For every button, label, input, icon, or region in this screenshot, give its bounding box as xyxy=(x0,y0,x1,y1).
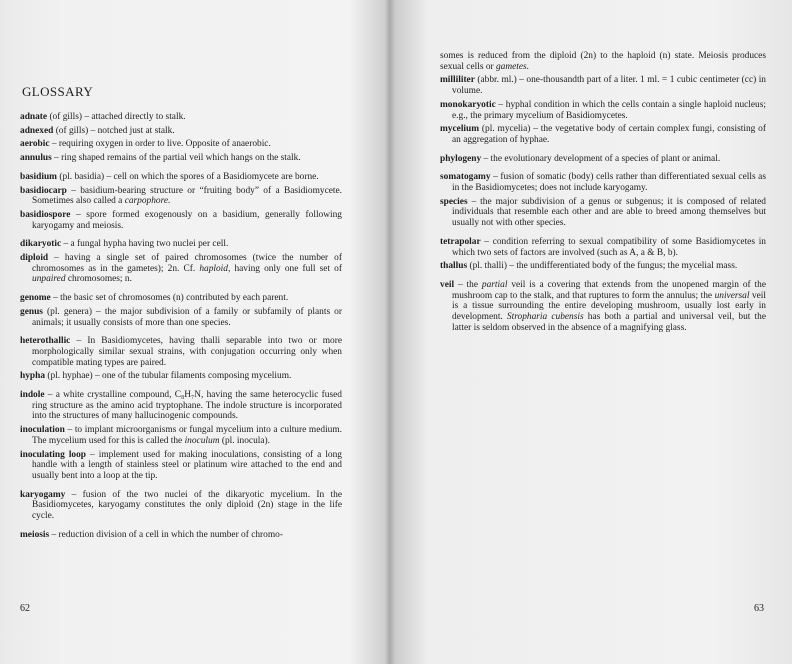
glossary-entry-monokaryotic: monokaryotic – hyphal condition in which the cells contain a single haploid nucleus; e.g., the primary mycelium of Basidiomycetes. xyxy=(440,99,766,121)
glossary-entry-phylogeny: phylogeny – the evolutionary development of a species of plant or animal. xyxy=(440,153,721,164)
right-page xyxy=(400,0,792,664)
glossary-entry-dikaryotic: dikaryotic – a fungal hypha having two nuclei per cell. xyxy=(20,239,229,250)
glossary-entry-genus: genus (pl. genera) – the major subdivision of a family or subfamily of plants or animals; it usually consists of more than one species. xyxy=(20,306,342,328)
glossary-entry-adnate: adnate (of gills) – attached directly to stalk. xyxy=(20,112,186,122)
glossary-entry-inoculating-loop: inoculating loop – implement used for making inoculations, consisting of a long handle with a length of stainless steel or platinum wire attached to the end and usually bent into a loop at the tip. xyxy=(20,449,342,481)
glossary-entry-milliliter: milliliter (abbr. ml.) – one-thousandth part of a liter. 1 ml. = 1 cubic centimeter (cc) in volume. xyxy=(440,75,766,97)
glossary-entry-heterothallic: heterothallic – In Basidiomycetes, having thalli separable into two or more morphologically similar sexual strains, with conjugation occurring only when compatible mating types are paired. xyxy=(20,336,342,368)
page-number-left: 62 xyxy=(20,603,30,614)
glossary-entry-adnexed: adnexed (of gills) – notched just at stalk. xyxy=(20,125,175,136)
meiosis-continuation: somes is reduced from the diploid (2n) to the haploid (n) state. Meiosis produces sexual cells or gametes. xyxy=(440,51,766,72)
glossary-entry-mycelium: mycelium (pl. mycelia) – the vegetative body of certain complex fungi, consisting of an aggregation of hyphae. xyxy=(440,124,766,145)
left-page xyxy=(0,0,390,664)
page-number-right: 63 xyxy=(754,603,764,614)
glossary-entry-somatogamy: somatogamy – fusion of somatic (body) cells rather than differentiated sexual cells as in the Basidiomycetes; does not include karyogamy. xyxy=(440,172,766,194)
glossary-entry-diploid: diploid – having a single set of paired chromosomes (twice the number of chromosomes as in the gametes); 2n. Cf. haploid, having only one full set of unpaired chromosomes; n. xyxy=(20,253,342,285)
glossary-entry-inoculation: inoculation – to implant microorganisms or fungal mycelium into a culture medium. The mycelium used for this is called the inoculum (pl. inocula). xyxy=(20,425,342,446)
glossary-entry-annulus: annulus – ring shaped remains of the partial veil which hangs on the stalk. xyxy=(20,153,301,164)
glossary-entry-veil: veil – the partial veil is a covering that extends from the unopened margin of the mushroom cap to the stalk, and that ruptures to form the annulus; the universal veil is a tissue surrounding the entire developing mushroom, usually lost early in development. Stropharia cubensis has both a partial and universal veil, but the latter is seldom observed in the absence of a magnifying glass. xyxy=(440,279,766,333)
left-entries xyxy=(20,112,342,544)
glossary-entry-basidiocarp: basidiocarp – basidium-bearing structure or “fruiting body” of a Basidiomycete. Sometimes also called a carpophore. xyxy=(20,185,342,207)
glossary-entry-thallus: thallus (pl. thalli) – the undifferentiated body of the fungus; the mycelial mass. xyxy=(440,261,738,272)
glossary-entry-genome: genome – the basic set of chromosomes (n) contributed by each parent. xyxy=(20,293,289,304)
glossary-entry-hypha: hypha (pl. hyphae) – one of the tubular filaments composing mycelium. xyxy=(20,371,292,382)
glossary-entry-tetrapolar: tetrapolar – condition referring to sexual compatibility of some Basidiomycetes in which two sets of factors are involved (such as A, a & B, b). xyxy=(440,236,766,258)
glossary-entry-aerobic: aerobic – requiring oxygen in order to live. Opposite of anaerobic. xyxy=(20,139,271,150)
glossary-entry-karyogamy: karyogamy – fusion of the two nuclei of the dikaryotic mycelium. In the Basidiomycetes, karyogamy constitutes the only diploid (2n) stage in the life cycle. xyxy=(20,489,342,522)
glossary-entry-meiosis: meiosis – reduction division of a cell in which the number of chromo- xyxy=(20,529,283,540)
glossary-entry-species: species – the major subdivision of a genus or subgenus; it is composed of related individuals that resemble each other and are able to breed among themselves but usually not with other species. xyxy=(440,196,766,229)
glossary-entry-basidium: basidium (pl. basidia) – cell on which the spores of a Basidiomycete are borne. xyxy=(20,171,319,182)
glossary-entry-indole: indole – a white crystalline compound, C₈H₇N, having the same heterocyclic fused ring structure as the amino acid tryptophane. The indole structure is incorporated into the structures of many hallucinogenic compounds. xyxy=(20,390,342,422)
glossary-entry-basidiospore: basidiospore – spore formed exogenously on a basidium, generally following karyogamy and meiosis. xyxy=(20,209,342,231)
right-entries xyxy=(440,51,766,336)
glossary-title: GLOSSARY xyxy=(22,84,94,99)
